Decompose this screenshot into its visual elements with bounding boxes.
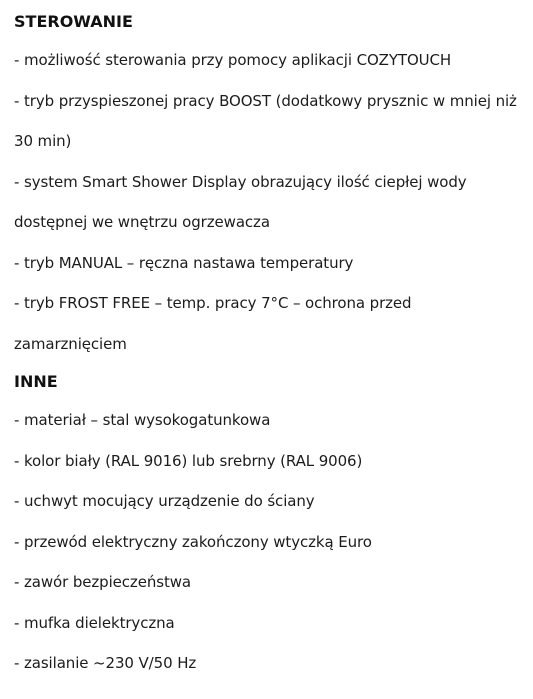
list-item: - możliwość sterowania przy pomocy aplikacji COZYTOUCH: [14, 51, 452, 69]
section-heading: STEROWANIE: [14, 12, 133, 31]
document-body: [14, 0, 524, 684]
section-inne: [14, 364, 524, 684]
list-item: - system Smart Shower Display obrazujący ilość ciepłej wody dostępnej we wnętrzu ogrzewacza: [14, 172, 467, 231]
list-item: - tryb FROST FREE – temp. pracy 7°C – ochrona przed zamarznięciem: [14, 294, 412, 353]
list-item: - zawór bezpieczeństwa: [14, 573, 191, 591]
section-heading: INNE: [14, 372, 58, 391]
list-item: - przewód elektryczny zakończony wtyczką Euro: [14, 532, 372, 551]
feature-list: [14, 40, 524, 364]
feature-list: [14, 400, 524, 684]
list-item: - kolor biały (RAL 9016) lub srebrny (RAL 9006): [14, 451, 363, 470]
list-item: - mufka dielektryczna: [14, 613, 175, 632]
list-item: - materiał – stal wysokogatunkowa: [14, 411, 271, 429]
list-item: - zasilanie ~230 V/50 Hz: [14, 654, 197, 672]
list-item: - uchwyt mocujący urządzenie do ściany: [14, 492, 315, 510]
list-item: - tryb przyspieszonej pracy BOOST (dodatkowy prysznic w mniej niż 30 min): [14, 91, 517, 150]
list-item: - tryb MANUAL – ręczna nastawa temperatury: [14, 253, 354, 272]
section-sterowanie: [14, 0, 524, 364]
